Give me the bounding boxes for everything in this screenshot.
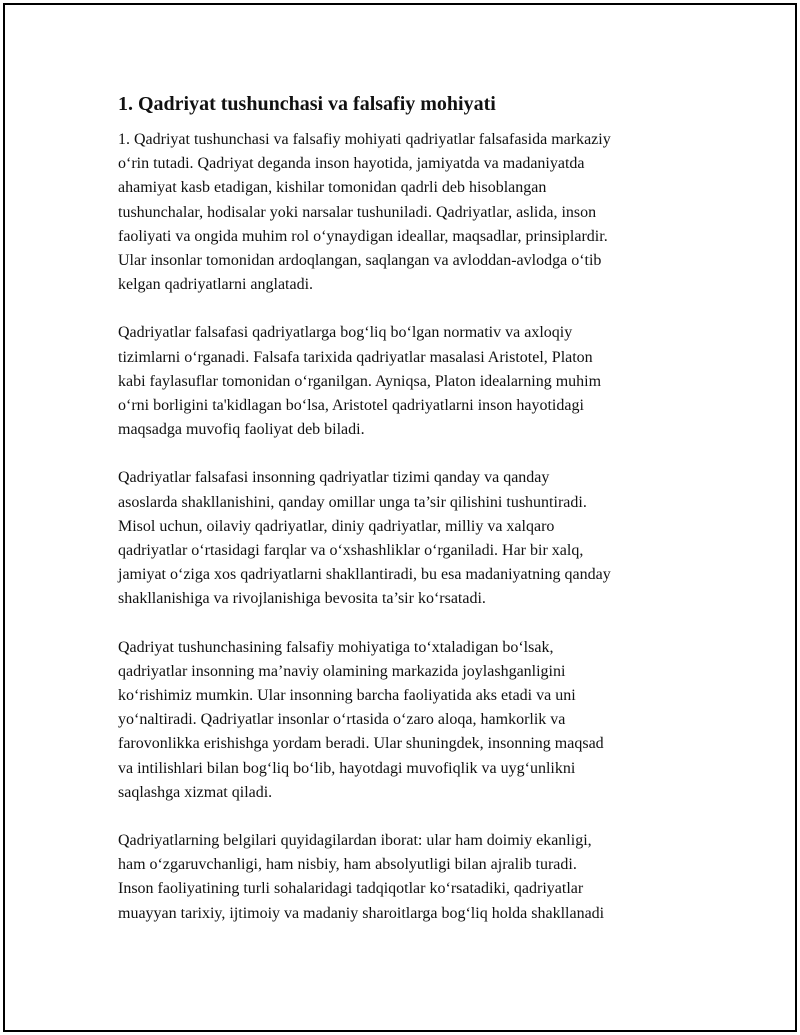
paragraph-2 (118, 321, 693, 442)
text-line: jamiyat oʻziga xos qadriyatlarni shakllantiradi, bu esa madaniyatning qanday (118, 566, 611, 584)
text-line: saqlashga xizmat qiladi. (118, 783, 273, 801)
section-heading: 1. Qadriyat tushunchasi va falsafiy mohiyati (118, 93, 496, 115)
text-line: koʻrishimiz mumkin. Ular insonning barcha faoliyatida aks etadi va uni (118, 687, 576, 705)
text-line: asoslarda shakllanishini, qanday omillar unga ta’sir qilishini tushuntiradi. (118, 493, 587, 511)
text-line: tushunchalar, hodisalar yoki narsalar tushuniladi. Qadriyatlar, aslida, inson (118, 203, 597, 221)
text-line: Qadriyatlar falsafasi insonning qadriyatlar tizimi qanday va qanday (118, 469, 550, 487)
text-line: oʻrin tutadi. Qadriyat deganda inson hayotida, jamiyatda va madaniyatda (118, 155, 585, 173)
document-body (118, 90, 693, 950)
text-line: yoʻnaltiradi. Qadriyatlar insonlar oʻrtasida oʻzaro aloqa, hamkorlik va (118, 711, 566, 729)
text-line: shakllanishiga va rivojlanishiga bevosita ta’sir koʻrsatadi. (118, 590, 486, 608)
text-line: farovonlikka erishishga yordam beradi. Ular shuningdek, insonning maqsad (118, 735, 604, 753)
text-line: Ular insonlar tomonidan ardoqlangan, saqlangan va avloddan-avlodga oʻtib (118, 252, 602, 270)
text-line: qadriyatlar oʻrtasidagi farqlar va oʻxshashliklar oʻrganiladi. Har bir xalq, (118, 542, 584, 560)
paragraph-3 (118, 466, 693, 611)
text-line: va intilishlari bilan bogʻliq boʻlib, hayotdagi muvofiqlik va uygʻunlikni (118, 759, 576, 777)
text-line: Qadriyat tushunchasining falsafiy mohiyatiga toʻxtaladigan boʻlsak, (118, 638, 554, 656)
text-line: maqsadga muvofiq faoliyat deb biladi. (118, 421, 365, 439)
text-line: kelgan qadriyatlarni anglatadi. (118, 276, 314, 294)
text-line: Inson faoliyatining turli sohalaridagi tadqiqotlar koʻrsatadiki, qadriyatlar (118, 880, 584, 898)
text-line: tizimlarni oʻrganadi. Falsafa tarixida qadriyatlar masalasi Aristotel, Platon (118, 348, 593, 366)
text-line: oʻrni borligini ta'kidlagan boʻlsa, Aristotel qadriyatlarni inson hayotidagi (118, 397, 584, 415)
text-line: muayyan tarixiy, ijtimoiy va madaniy sharoitlarga bogʻliq holda shakllanadi (118, 904, 605, 922)
text-line: faoliyati va ongida muhim rol oʻynaydigan ideallar, maqsadlar, prinsiplardir. (118, 227, 608, 245)
text-line: Misol uchun, oilaviy qadriyatlar, diniy qadriyatlar, milliy va xalqaro (118, 517, 555, 535)
paragraph-1 (118, 128, 693, 297)
text-line: qadriyatlar insonning ma’naviy olamining markazida joylashganligini (118, 662, 566, 680)
text-line: Qadriyatlarning belgilari quyidagilardan iborat: ular ham doimiy ekanligi, (118, 832, 592, 850)
paragraph-5 (118, 829, 693, 926)
text-line: ahamiyat kasb etadigan, kishilar tomonidan qadrli deb hisoblangan (118, 179, 547, 197)
paragraph-4 (118, 636, 693, 805)
text-line: ham oʻzgaruvchanligi, ham nisbiy, ham absolyutligi bilan ajralib turadi. (118, 856, 577, 874)
text-line: 1. Qadriyat tushunchasi va falsafiy mohiyati qadriyatlar falsafasida markaziy (118, 131, 611, 148)
text-line: Qadriyatlar falsafasi qadriyatlarga bogʻliq boʻlgan normativ va axloqiy (118, 324, 573, 342)
text-line: kabi faylasuflar tomonidan oʻrganilgan. Ayniqsa, Platon idealarning muhim (118, 372, 602, 390)
